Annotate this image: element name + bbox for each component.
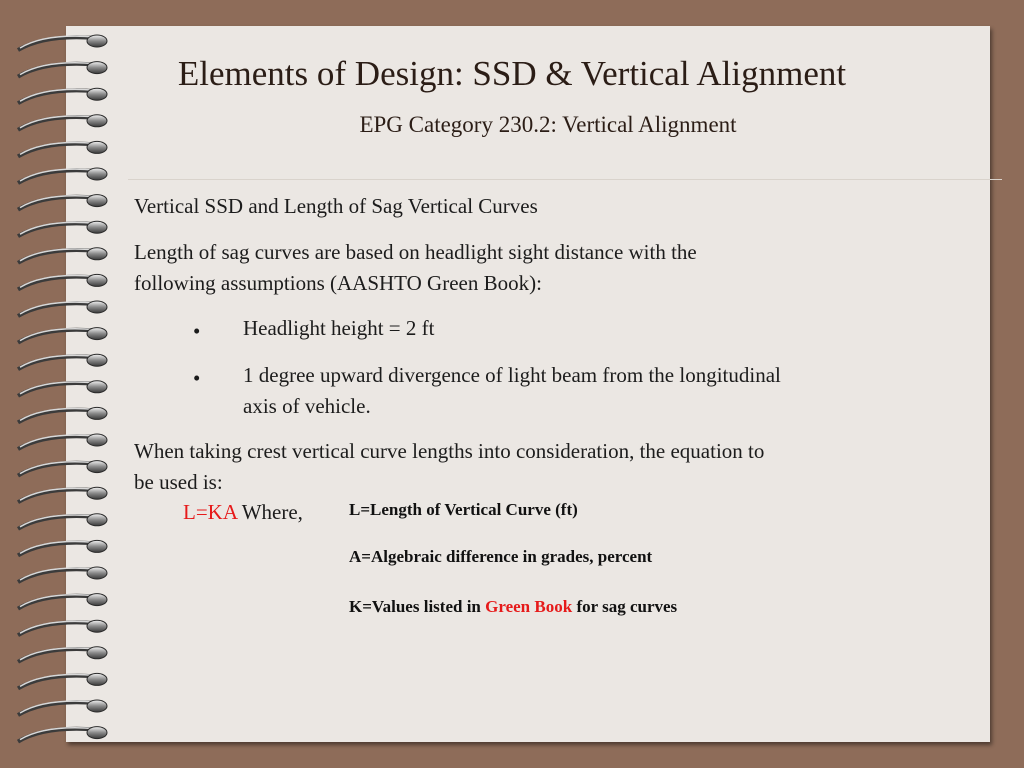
spiral-ring (87, 700, 107, 712)
slide-title: Elements of Design: SSD & Vertical Alignment (177, 54, 847, 93)
spiral-ring (87, 248, 107, 260)
spiral-ring (87, 407, 107, 419)
equation: L=KA (183, 500, 237, 524)
definition-K-suffix: for sag curves (572, 597, 678, 616)
spiral-ring (87, 35, 107, 47)
bullet-1-text: Headlight height = 2 ft (243, 316, 435, 340)
title-divider (128, 179, 1002, 180)
section-heading: Vertical SSD and Length of Sag Vertical Curves (134, 194, 538, 218)
spiral-ring (87, 487, 107, 499)
bullet-2-line-1: 1 degree upward divergence of light beam from the longitudinal (243, 363, 781, 387)
spiral-ring (87, 567, 107, 579)
spiral-ring (87, 301, 107, 313)
spiral-ring (87, 141, 107, 153)
spiral-ring (87, 727, 107, 739)
equation-row (183, 497, 303, 528)
spiral-ring (87, 540, 107, 552)
green-book-highlight: Green Book (485, 597, 573, 616)
spiral-ring (87, 168, 107, 180)
where-label: Where, (241, 500, 303, 524)
spiral-ring (87, 434, 107, 446)
spiral-ring (87, 195, 107, 207)
slide-subtitle: EPG Category 230.2: Vertical Alignment (359, 112, 737, 137)
crest-line-2: be used is: (134, 470, 223, 494)
spiral-ring (87, 594, 107, 606)
spiral-ring (87, 461, 107, 473)
intro-line-2: following assumptions (AASHTO Green Book): (134, 271, 542, 295)
spiral-ring (87, 328, 107, 340)
definition-A: A=Algebraic difference in grades, percent (349, 547, 653, 566)
bullet-marker-2: • (193, 366, 201, 390)
spiral-ring (87, 673, 107, 685)
spiral-ring (87, 647, 107, 659)
spiral-ring (87, 274, 107, 286)
spiral-ring (87, 354, 107, 366)
spiral-ring (87, 620, 107, 632)
definition-L: L=Length of Vertical Curve (ft) (349, 500, 578, 519)
spiral-ring (87, 514, 107, 526)
bullet-marker-1: • (193, 319, 201, 343)
spiral-ring (87, 381, 107, 393)
crest-line-1: When taking crest vertical curve lengths into consideration, the equation to (134, 439, 765, 463)
intro-line-1: Length of sag curves are based on headlight sight distance with the (134, 240, 697, 264)
definition-K-prefix: K=Values listed in (349, 597, 486, 616)
spiral-ring (87, 221, 107, 233)
definition-K (349, 597, 677, 617)
bullet-2-line-2: axis of vehicle. (243, 394, 371, 418)
